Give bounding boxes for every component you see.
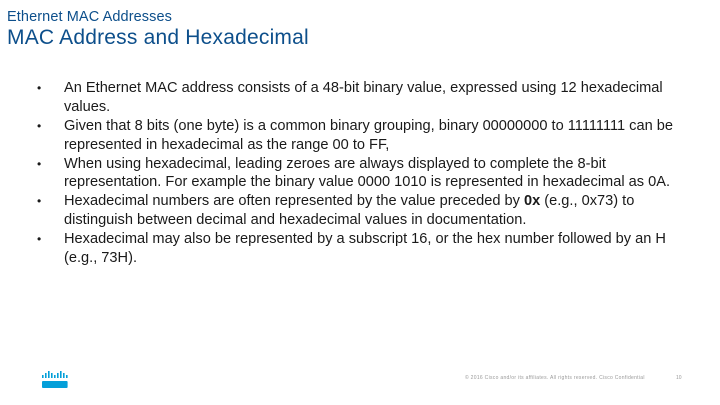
- slide-title: MAC Address and Hexadecimal: [7, 26, 309, 49]
- page-number: 10: [676, 375, 682, 381]
- bullet-text: An Ethernet MAC address consists of a 48-bit binary value, expressed using 12 hexadecimal values.: [64, 80, 663, 115]
- bullet-dot: •: [37, 156, 42, 171]
- bullet-text-pre: Hexadecimal numbers are often represented by the value preceded by: [64, 193, 524, 210]
- footer-copyright: © 2016 Cisco and/or its affiliates. All rights reserved. Cisco Confidential: [465, 375, 645, 381]
- bullet-dot: •: [37, 118, 42, 133]
- bullet-item: [37, 155, 687, 193]
- bullet-list: [37, 79, 687, 268]
- bullet-dot: •: [37, 194, 42, 209]
- bullet-text: When using hexadecimal, leading zeroes are always displayed to complete the 8-bit representation. For example the binary value 0000 1010 is represented in hexadecimal as 0A.: [64, 155, 671, 191]
- bullet-item: [37, 230, 687, 268]
- bullet-text-post: (e.g., 0x73) to distinguish between decimal and hexadecimal values in documentation.: [64, 193, 635, 229]
- bullet-dot: •: [37, 81, 42, 95]
- bullet-text: Hexadecimal may also be represented by a subscript 16, or the hex number followed by an H (e.g., 73H).: [64, 231, 666, 266]
- bullet-dot: •: [37, 232, 42, 247]
- bullet-item: [37, 192, 687, 230]
- cisco-logo-icon: [40, 371, 68, 389]
- bullet-text-bold: 0x: [523, 193, 541, 210]
- section-title: Ethernet MAC Addresses: [7, 9, 172, 25]
- bullet-item: [37, 117, 687, 155]
- bullet-text: Given that 8 bits (one byte) is a common binary grouping, binary 00000000 to 11111111 can be represented in hexadecimal as the range 00 to FF,: [64, 117, 673, 153]
- bullet-item: [37, 79, 687, 117]
